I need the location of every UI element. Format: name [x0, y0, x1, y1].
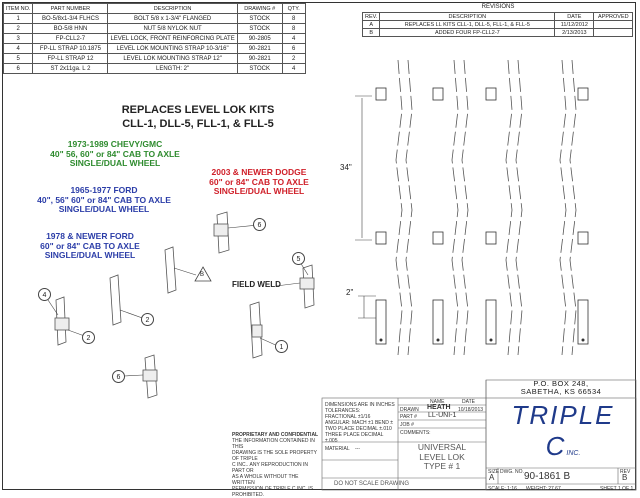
bom-item: 3 [4, 34, 33, 44]
bom-part: FP-CLL2-7 [33, 34, 108, 44]
proprietary-line: C INC.. ANY REPRODUCTION IN PART OR [232, 462, 309, 474]
callout-5: 5 [292, 252, 305, 265]
job-label: JOB # [400, 422, 414, 428]
note-dodge-line1: 2003 & NEWER DODGE [211, 167, 307, 177]
comments-label: COMMENTS: [400, 430, 431, 436]
address-line1: P.O. BOX 248, [533, 379, 589, 388]
description-line1: UNIVERSAL [417, 442, 467, 452]
bom-drawing: STOCK [237, 64, 282, 74]
note-ford65-line1: 1965-1977 FORD [70, 185, 138, 195]
bom-header-desc: DESCRIPTION [108, 4, 237, 14]
proprietary-notice [232, 432, 322, 498]
logo-text: TRIPLE C [511, 400, 615, 461]
proprietary-line: THE INFORMATION CONTAINED IN THIS [232, 438, 315, 450]
note-ford78-line1: 1978 & NEWER FORD [46, 231, 134, 241]
bom-header-item: ITEM NO. [4, 4, 33, 14]
bom-qty: 8 [282, 14, 305, 24]
bom-qty: 4 [282, 34, 305, 44]
dimension-34: 34" [340, 163, 352, 172]
material-value: --- [355, 446, 360, 452]
bom-part: BO-5/8 HNN [33, 24, 108, 34]
note-dodge-line2: 60" or 84" CAB TO AXLE [209, 176, 309, 187]
drawn-name: HEATH [427, 404, 451, 411]
revisions-title: REVISIONS [481, 4, 515, 10]
main-title-line2: CLL-1, DLL-5, FLL-1, & FLL-5 [122, 118, 274, 130]
rev-letter: A [363, 21, 380, 29]
tolerance-block [325, 402, 397, 444]
bom-item: 6 [4, 64, 33, 74]
description-line3: TYPE # 1 [423, 461, 461, 471]
rev-header-approved: APPROVED [594, 13, 633, 21]
bom-part: FP-LL STRAP 10.1875 [33, 44, 108, 54]
bom-desc: BOLT 5/8 x 1-3/4" FLANGED [108, 14, 237, 24]
main-title-line1: REPLACES LEVEL LOK KITS [121, 104, 275, 116]
bom-qty: 8 [282, 24, 305, 34]
dwg-no-label: DWG. NO. [500, 469, 524, 475]
bom-qty: 2 [282, 54, 305, 64]
rev-header-rev: REV. [363, 13, 380, 21]
note-ford65-line3: SINGLE/DUAL WHEEL [58, 204, 150, 214]
tolerance-line: DIMENSIONS ARE IN INCHES [325, 402, 395, 408]
callout-2: 2 [141, 313, 154, 326]
bom-desc: LEVEL LOK MOUNTING STRAP 10-3/16" [108, 44, 237, 54]
callout-6: 6 [253, 218, 266, 231]
bom-header-qty: QTY. [282, 4, 305, 14]
date-header: DATE [462, 399, 475, 405]
bom-drawing: 90-2821 [237, 54, 282, 64]
note-chevy-line1: 1973-1989 CHEVY/GMC [67, 139, 163, 149]
bom-part: ST 2x11ga. L 2 [33, 64, 108, 74]
rev-desc: ADDED FOUR FP-CLL2-7 [380, 29, 555, 37]
bom-desc: NUT 5/8 NYLOK NUT [108, 24, 237, 34]
bom-drawing: 90-2805 [237, 34, 282, 44]
dwg-no-value: 90-1861 B [524, 471, 571, 482]
note-chevy-line3: SINGLE/DUAL WHEEL [69, 158, 161, 168]
bom-header-part: PART NUMBER [33, 4, 108, 14]
weight-value: WEIGHT: 27.67 [526, 486, 561, 492]
note-dodge-line3: SINGLE/DUAL WHEEL [213, 186, 305, 196]
note-ford78-line3: SINGLE/DUAL WHEEL [44, 250, 136, 260]
field-weld-label: FIELD WELD [232, 280, 281, 289]
do-not-scale: DO NOT SCALE DRAWING [334, 481, 410, 487]
bom-qty: 4 [282, 64, 305, 74]
note-ford78-line2: 60" or 84" CAB TO AXLE [40, 240, 140, 251]
bom-item: 2 [4, 24, 33, 34]
bom-header-drawing: DRAWING # [237, 4, 282, 14]
company-logo [491, 400, 635, 462]
bom-desc: LEVEL LOCK, FRONT REINFORCING PLATE [108, 34, 237, 44]
size-value: A [489, 473, 495, 482]
rev-letter: B [363, 29, 380, 37]
tolerance-line: THREE PLACE DECIMAL ±.005 [325, 432, 384, 444]
bom-part: BO-5/8x1-3/4 FLHCS [33, 14, 108, 24]
proprietary-title: PROPRIETARY AND CONFIDENTIAL [232, 432, 319, 438]
drawn-label: DRAWN [400, 407, 419, 413]
rev-date: 11/12/2012 [555, 21, 594, 29]
material-label: MATERIAL [325, 446, 350, 452]
drawing-description [398, 443, 486, 472]
bom-part: FP-LL STRAP 12 [33, 54, 108, 64]
bom-desc: LEVEL LOK MOUNTING STRAP 12" [108, 54, 237, 64]
callout-2: 2 [82, 331, 95, 344]
proprietary-line: PERMISSION OF TRIPLE C INC. IS PROHIBITED. [232, 486, 314, 498]
address-line2: SABETHA, KS 66534 [520, 387, 602, 396]
dimension-2: 2" [346, 288, 354, 297]
bom-qty: 6 [282, 44, 305, 54]
tolerance-line: FRACTIONAL ±1/16 [325, 414, 371, 420]
bom-drawing: 90-2821 [237, 44, 282, 54]
rev-label: REV [620, 469, 631, 475]
drawn-date: 10/18/2013 [458, 407, 484, 413]
name-header: NAME [430, 399, 445, 405]
part-number: LL-UNI-1 [428, 412, 457, 419]
company-address [487, 380, 635, 396]
part-label: PART # [400, 414, 417, 420]
note-ford65-line2: 40", 56" 60" or 84" CAB TO AXLE [37, 194, 171, 205]
size-label: SIZE [488, 469, 500, 475]
rev-header-date: DATE [555, 13, 594, 21]
logo-inc: INC. [566, 450, 581, 457]
description-line2: LEVEL LOK [419, 451, 465, 462]
callout-1: 1 [275, 340, 288, 353]
bom-drawing: STOCK [237, 14, 282, 24]
callout-6: 6 [112, 370, 125, 383]
proprietary-line: DRAWING IS THE SOLE PROPERTY OF TRIPLE [232, 450, 317, 462]
proprietary-line: AS A WHOLE WITHOUT THE WRITTEN [232, 474, 299, 486]
callout-b-label: B [200, 272, 205, 278]
tolerance-line: TOLERANCES: [325, 408, 361, 414]
scale-value: SCALE: 1:16 [488, 486, 517, 492]
rev-value: B [622, 473, 628, 482]
rev-desc: REPLACES LL KITS CLL-1, DLL-5, FLL-1, & FLL-5 [380, 21, 555, 29]
bom-item: 1 [4, 14, 33, 24]
rev-date: 2/13/2013 [555, 29, 594, 37]
tolerance-line: ANGULAR: MACH ±1 BEND ± [325, 420, 394, 426]
sheet-value: SHEET 1 OF 1 [600, 486, 634, 492]
bom-item: 5 [4, 54, 33, 64]
rev-header-desc: DESCRIPTION [380, 13, 555, 21]
callout-4: 4 [38, 288, 51, 301]
note-chevy-line2: 40" 56, 60" or 84" CAB TO AXLE [50, 148, 180, 159]
bom-drawing: STOCK [237, 24, 282, 34]
bom-desc: LENGTH: 2" [108, 64, 237, 74]
bom-item: 4 [4, 44, 33, 54]
tolerance-line: TWO PLACE DECIMAL ±.010 [325, 426, 392, 432]
